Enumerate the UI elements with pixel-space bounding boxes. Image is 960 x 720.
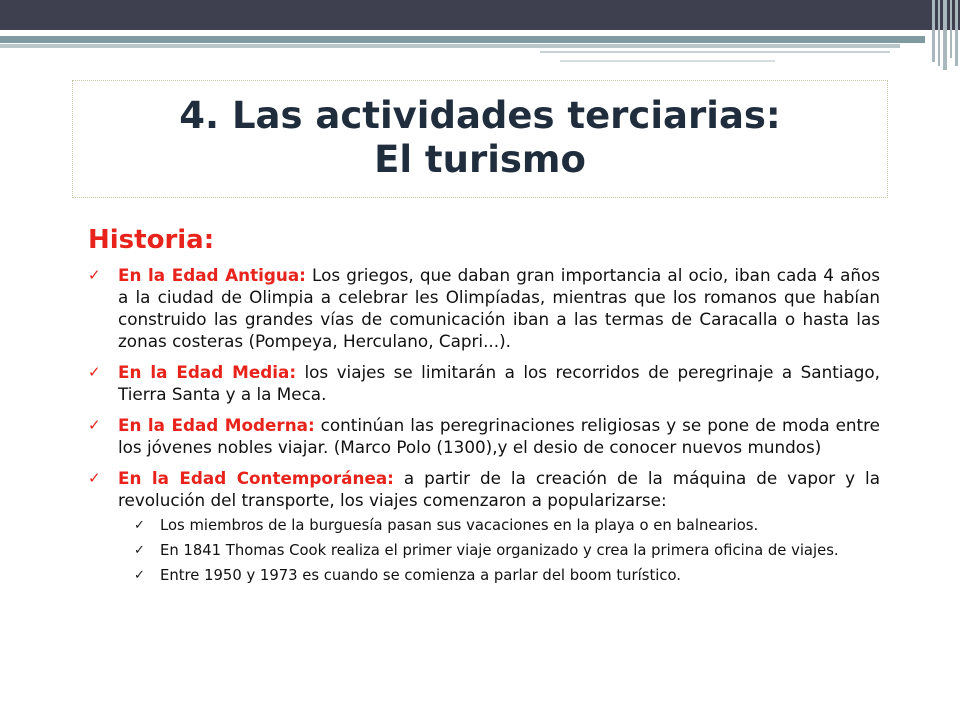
list-item <box>88 414 880 458</box>
sub-item-text: Entre 1950 y 1973 es cuando se comienza a parlar del boom turístico. <box>160 567 681 584</box>
check-icon: ✓ <box>88 266 101 284</box>
section-heading: Historia: <box>88 225 215 255</box>
check-icon: ✓ <box>88 363 101 381</box>
check-icon: ✓ <box>88 469 101 487</box>
title-line-1: 4. Las actividades terciarias: <box>179 94 781 137</box>
list-item <box>88 264 880 352</box>
decorative-stripe <box>0 44 900 48</box>
sub-list-item <box>118 566 880 585</box>
item-text: Los griegos, que daban gran importancia al ocio, iban cada 4 años a la ciudad de Olimpia a celebrar les Olimpíadas, mientras que los romanos que habían construido las grandes vías de comunicación iban a las termas de Caracalla o hasta las zonas costeras (Pompeya, Herculano, Capri...). <box>118 265 881 351</box>
sub-item-text: En 1841 Thomas Cook realiza el primer viaje organizado y crea la primera oficina de viajes. <box>160 542 839 559</box>
sub-list-item <box>118 541 880 560</box>
decorative-stripe <box>540 51 890 53</box>
slide-title <box>72 80 888 198</box>
item-label: En la Edad Moderna: <box>118 415 315 435</box>
list-item <box>88 467 880 585</box>
list-item <box>88 361 880 405</box>
sub-list-item <box>118 516 880 535</box>
sub-item-text: Los miembros de la burguesía pasan sus vacaciones en la playa o en balnearios. <box>160 517 759 534</box>
title-line-2: El turismo <box>374 138 586 181</box>
decorative-stripe <box>0 36 925 43</box>
item-label: En la Edad Media: <box>118 362 297 382</box>
sub-list <box>118 516 880 585</box>
slide-content <box>88 222 880 594</box>
decorative-top-bar <box>0 0 960 30</box>
check-icon: ✓ <box>134 543 145 558</box>
item-label: En la Edad Contemporánea: <box>118 468 394 488</box>
item-label: En la Edad Antigua: <box>118 265 306 285</box>
item-text: continúan las peregrinaciones religiosas y se pone de moda entre los jóvenes nobles viajar. (Marco Polo (1300),y el desio de conocer nuevos mundos) <box>118 415 880 457</box>
check-icon: ✓ <box>88 416 101 434</box>
decorative-stripe <box>560 60 775 62</box>
check-icon: ✓ <box>134 568 145 583</box>
history-list <box>88 264 880 585</box>
item-text: los viajes se limitarán a los recorridos de peregrinaje a Santiago, Tierra Santa y a la Meca. <box>118 362 880 404</box>
decorative-vertical-bars <box>926 0 960 70</box>
check-icon: ✓ <box>134 518 145 533</box>
item-text: a partir de la creación de la máquina de vapor y la revolución del transporte, los viajes comenzaron a popularizarse: <box>118 468 880 510</box>
